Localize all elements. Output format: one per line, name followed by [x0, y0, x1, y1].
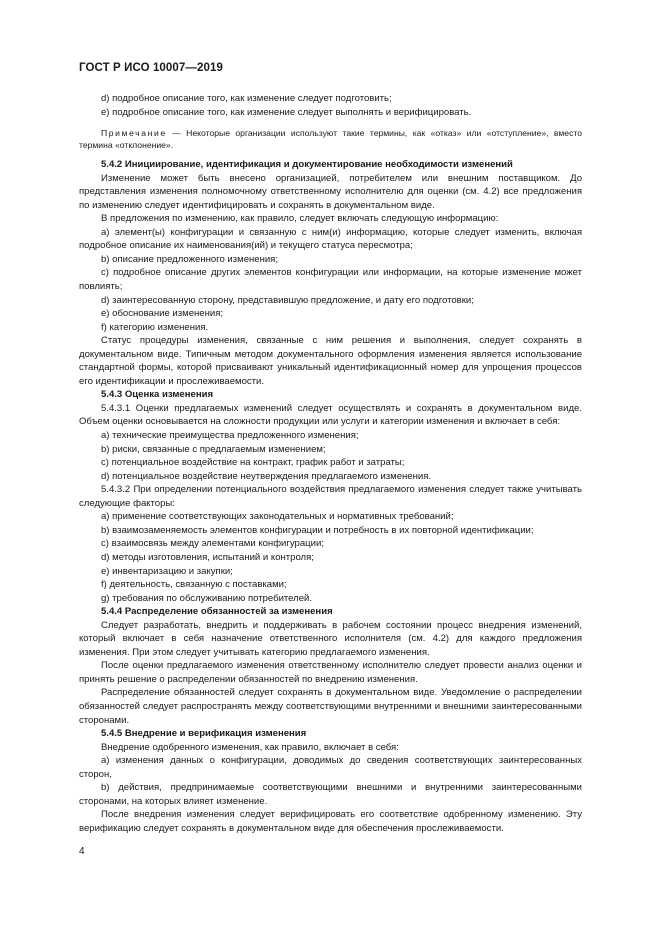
section-heading-5-4-3: 5.4.3 Оценка изменения [101, 389, 214, 401]
paragraph: Изменение может быть внесено организацией, потребителем или внешним поставщиком. До представления изменения полномочному ответственному исполнителю для оценки (см. 4.2) все предложения по изменению следует идентифицировать и сохранять в документальном виде. [79, 172, 582, 211]
section-heading-5-4-4: 5.4.4 Распределение обязанностей за изменения [101, 606, 333, 618]
list-item: e) инвентаризацию и закупки; [101, 565, 233, 577]
list-item: a) применение соответствующих законодательных и нормативных требований; [101, 511, 454, 523]
page-number: 4 [79, 846, 85, 857]
list-item: c) взаимосвязь между элементами конфигурации; [101, 538, 324, 550]
paragraph: Статус процедуры изменения, связанные с ним решения и выполнения, следует сохранять в документальном виде. Типичным методом документального оформления изменения является использование стандартной формы, которой присваивают уникальный идентификационный номер для упрощения процессов его идентификации и прослеживаемости. [79, 335, 582, 387]
list-item: a) технические преимущества предложенного изменения; [101, 430, 359, 442]
document-body [79, 92, 582, 835]
paragraph: В предложения по изменению, как правило, следует включать следующую информацию: [101, 213, 499, 225]
list-item-d: d) подробное описание того, как изменение следует подготовить; [101, 93, 392, 104]
list-item: d) потенциальное воздействие неутверждения предлагаемого изменения. [101, 470, 432, 482]
paragraph: Внедрение одобренного изменения, как правило, включает в себя: [101, 741, 399, 753]
list-item-e: e) подробное описание того, как изменение следует выполнять и верифицировать. [101, 106, 472, 118]
list-item: g) требования по обслуживанию потребителей. [101, 592, 313, 604]
note-label: Примечание [101, 128, 167, 139]
section-heading-5-4-5: 5.4.5 Внедрение и верификация изменения [101, 728, 307, 740]
list-item: d) методы изготовления, испытаний и контроля; [101, 551, 314, 563]
section-heading-5-4-2: 5.4.2 Инициирование, идентификация и документирование необходимости изменений [101, 159, 513, 171]
list-item: f) категорию изменения. [101, 321, 209, 333]
paragraph: После оценки предлагаемого изменения ответственному исполнителю следует провести анализ оценки и принять решение о распределении обязанностей по внедрению изменения. [79, 660, 582, 685]
paragraph: 5.4.3.1 Оценки предлагаемых изменений следует осуществлять и сохранять в документальном виде. Объем оценки основывается на сложности продукции или услуги и категории изменения и включает в себя: [79, 402, 582, 428]
list-item: b) действия, предпринимаемые соответствующими внешними и внутренними заинтересованными сторонами, на которых влияет изменение. [79, 782, 582, 807]
note-text: — Некоторые организации используют такие термины, как «отказ» или «отступление», вместо термина «отклонение». [79, 128, 582, 151]
list-item: e) обоснование изменения; [101, 308, 224, 320]
list-item: f) деятельность, связанную с поставками; [101, 579, 287, 591]
paragraph: 5.4.3.2 При определении потенциального воздействия предлагаемого изменения следует также учитывать следующие факторы: [79, 484, 582, 509]
paragraph: После внедрения изменения следует верифицировать его соответствие одобренному изменению. Эту верификацию следует сохранять в документальном виде для обеспечения прослеживаемости. [79, 809, 582, 834]
list-item: a) изменения данных о конфигурации, доводимых до сведения соответствующих заинтересованных сторон, [79, 755, 582, 780]
list-item: d) заинтересованную сторону, представившую предложение, и дату его подготовки; [101, 294, 474, 306]
note [79, 127, 582, 151]
list-item: b) взаимозаменяемость элементов конфигурации и потребность в их повторной идентификации; [101, 524, 534, 536]
list-item: b) риски, связанные с предлагаемым изменением; [101, 443, 326, 455]
list-item: a) элемент(ы) конфигурации и связанную с ним(и) информацию, которые следует изменить, включая подробное описание их наименования(ий) и текущего статуса пересмотра; [79, 226, 582, 252]
list-item: b) описание предложенного изменения; [101, 253, 279, 265]
document-header: ГОСТ Р ИСО 10007—2019 [79, 62, 224, 74]
paragraph: Следует разработать, внедрить и поддерживать в рабочем состоянии процесс внедрения изменений, который включает в себя назначение ответственного исполнителя (см. 4.2) для каждого предложения изменения. При этом следует учитывать категорию предлагаемого изменения. [79, 619, 582, 658]
list-item: c) потенциальное воздействие на контракт, график работ и затраты; [101, 457, 405, 469]
list-item: c) подробное описание других элементов конфигурации или информации, на которые изменение может повлиять; [79, 267, 582, 293]
paragraph: Распределение обязанностей следует сохранять в документальном виде. Уведомление о распределении обязанностей следует распространять между соответствующими внутренними и внешними заинтересованными сторонами. [79, 687, 582, 726]
